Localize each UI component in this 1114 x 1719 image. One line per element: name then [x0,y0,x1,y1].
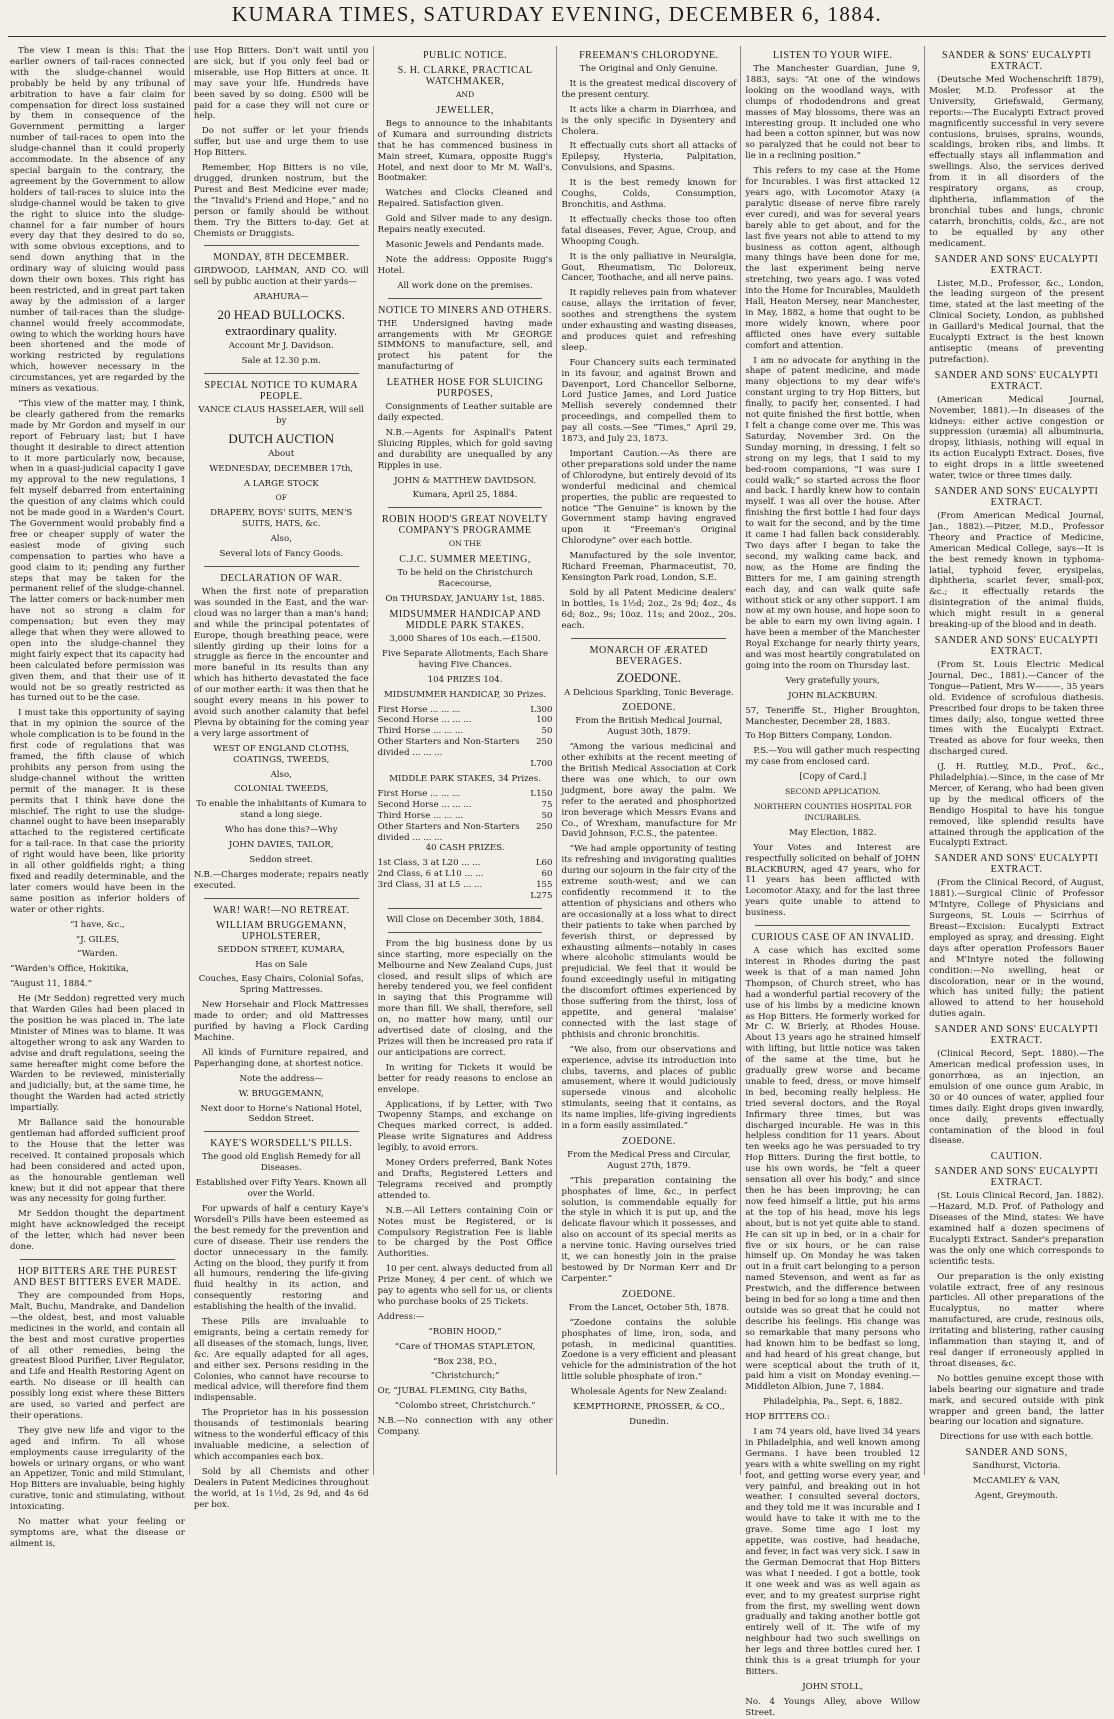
prize-label: Third Horse ... ... ... [377,726,464,737]
ad-line: Sale at 12.30 p.m. [241,356,321,367]
ad-paragraph: The Proprietor has in his possession thousands of testimonials bearing witness to the wonderful efficacy of this invaluable medicine, a selection of which accompanies each box. [193,1408,369,1462]
separator [388,298,543,299]
ad-line: Philadelphia, Pa., Sept. 6, 1882. [763,1397,903,1408]
ad-line: Note the address— [239,1073,323,1084]
ad-line: DRAPERY, BOYS' SUITS, MEN'S SUITS, HATS, &c. [210,508,353,530]
ad-line: MIDSUMMER HANDICAP, 30 Prizes. [384,689,547,700]
ad-line: From the Medical Press and Circular, August 27th, 1879. [567,1149,731,1171]
prize-row [378,705,553,716]
ad-paragraph: Do not suffer or let your friends suffer, but use and urge them to use Hop Bitters. [193,126,369,159]
curious-heading: CURIOUS CASE OF AN INVALID. [751,932,914,944]
ad-line: “Colombo street, Christchurch.” [394,1401,536,1412]
ad-line: Account Mr J. Davidson. [228,341,334,352]
ad-line: JOHN DAVIES, TAILOR, [228,840,334,851]
separator [388,908,543,909]
miners-heading: NOTICE TO MINERS AND OTHERS. [378,304,553,316]
ad-line: Agent, Greymouth. [975,1491,1058,1502]
prize-row [378,737,553,759]
ad-paragraph: Masonic Jewels and Pendants made. [385,239,545,250]
ad-line: JOHN & MATTHEW DAVIDSON. [394,475,537,486]
ad-line: No. 4 Youngs Alley, above Willow Street. [745,1696,921,1718]
article-paragraph: I must take this opportunity of saying that in my opinion the source of the whole complication is to be found in the first code of regulations that was framed, the fifth clause of which prohibits any person from using the sludge-channel without the written permit of the manager. It is these permits that I think have done the mischief. The right to use the sludge-channel ought to have been inseparably attached to the registered certificate for a tail-race. In that case the priority of right would have been, like priority in all other goldfields right; a thing fixed and readily determinable, and the later comers would have been in the same position as inferior holders of water or other rights. [10,708,185,915]
signature-line: “I have, &c., [70,919,125,930]
ad-line: JOHN STOLL, [802,1681,864,1692]
ad-paragraph: They give new life and vigor to the aged and infirm. To all whose employments cause irregularity of the bowels or urinary organs, or who want an Appetizer, Tonic and mild Stimulant, Hop Bitters are invaluable, being highly curative, tonic and stimulating, without intoxicating. [10,1425,185,1513]
ad-paragraph: (From St. Louis Electric Medical Journal, Dec., 1881).—Cancer of the Tongue—Patient, Mrs W———, 35 years old. Evidence of scrofulous diathesis. Prescribed four drops to be taken three times daily; also, tongue wetted three times with the Eucalypti Extract. Treated as above for four weeks, then discharged cured. [929,659,1104,758]
prize-value: L300 [530,704,553,715]
separator [388,507,543,508]
ad-paragraph: N.B.—All Letters containing Coin or Notes must be Registered, or is Compulsory Registration Fee is liable to be charged by the Post Office Authorities. [377,1205,553,1260]
ad-line: NORTHERN COUNTIES HOSPITAL FOR INCURABLES. [753,802,912,822]
ad-line: May Election, 1882. [789,827,877,838]
auction-date: MONDAY, 8TH DECEMBER. [213,252,350,264]
article-paragraph: The view I mean is this: That the earlier owners of tail-races connected with the sludge-channel would probably be held by any tribunal of arbitration to have a fair claim for compensation for direct loss sustained by them in consequence of the Government permitting a larger number of tail-races to open into the sludge-channel than it could properly accommodate. In the absence of any special bargain to the contrary, the agreement by the Government to allow holders of tail-races to sluice into the sludge-channel would be taken to give the right to sluice into the sludge-channel for a fair number of hours every day that they desired to do so, with some obvious exceptions, and to send down anything that in the ordinary way of sluicing would pass down their own boxes. This right has been restricted, and in great part taken away by the admission of a larger number of tail-races than the sludge-channel would freely accommodate, owing to which the working hours have been shortened and the mode of working restricted by regulations which, however necessary in the circumstances, yet are regarded by the miners as vexatious. [10,46,185,395]
prize-label: Other Starters and Non-Starters divided ... ... ... [377,821,520,843]
signature-line: “August 11, 1884.” [10,979,93,990]
ad-line: “Care of THOMAS STAPLETON, [394,1341,536,1352]
ad-line: 40 CASH PRIZES. [425,843,505,854]
prize-value: 155 [536,880,553,891]
prize-label: 2nd Class, 6 at L10 ... ... [377,869,484,880]
ad-line: Address:— [377,1311,425,1322]
listen-heading: LISTEN TO YOUR WIFE. [772,50,893,61]
ad-line: AND [455,90,475,99]
prize-row [378,789,553,800]
ad-paragraph: (From the Clinical Record, of August, 1881).—Surgical Clinic of Professor M'Intyre, College of Physicians and Surgeons, St. Louis — Scirrhus of Breast—Excision: Eucalypti Extract employed as spray, and dressing. Eight days after operation Professors Bauer and M'Intyre noted the following condition:—No swelling, heat or discoloration, near or in the wound, which has united fully; the patient allowed to attend to her household duties again. [929,878,1104,1020]
separator [204,373,359,374]
prize-value: 75 [541,799,553,810]
eucalypti-heading: SANDER AND SONS' EUCALYPTI EXTRACT. [934,369,1099,392]
ad-paragraph: It rapidly relieves pain from whatever cause, allays the irritation of fever, soothes and strengthens the system under exhausting and wasting diseases, and produces quiet and refreshing sleep. [561,288,737,353]
ad-paragraph: It is the greatest medical discovery of the present century. [561,78,737,100]
ad-paragraph: Sold by all Chemists and other Dealers in Patent Medicines throughout the world, at 1s 1½d, 2s 9d, and 4s 6d per box. [193,1466,369,1510]
article-paragraph: He (Mr Seddon) regretted very much that Warden Giles had been placed in the position he was placed in. The late Minister of Mines was to blame. It was altogether wrong to ask any Warden to advise and draft regulations, seeing the same hereafter might come before the Warden to be reviewed, ministerially and judicially; but, at the same time, he thought the Warden had acted strictly impartially. [10,994,185,1114]
ad-line: To be held on the Christchurch Racecourse, [397,568,533,590]
prize-row [378,726,553,737]
ad-paragraph: (Deutsche Med Wochenschrift 1879), Mosler, M.D. Professor at the University, Griefswald, Germany, reports:—The Eucalypti Extract proved magnificently successful in very severe contusions, bruises, sprains, wounds, scaldings, broken ribs, and limbs. It effectually stays all inflammation and swellings. Also, the services derived from it in all disorders of the respiratory organs, as croup, diphtheria, inflammation of the bronchial tubes and lungs, chronic catarrh, bronchitis, colds, &c., are not to be equalled by any other medicament. [929,75,1104,249]
ad-paragraph: New Horsehair and Flock Mattresses made to order; and old Mattresses purified by having a Flock Carding Machine. [193,1000,369,1043]
ad-paragraph: No bottles genuine except those with labels bearing our signature and trade mark, and secured outside with pink wrapper and green band, the latter bearing our location and signature. [929,1373,1104,1428]
prize-label: Second Horse ... ... ... [377,799,472,810]
ad-paragraph: The Manchester Guardian, June 9, 1883, says: “At one of the windows looking on the woodland ways, with clumps of rhododendrons and great masses of May blossoms, there was an interesting group. It included one who had been a cotton spinner, but was now so paralyzed that he could not bear to lie in a reclining position.” [745,64,921,162]
ad-paragraph: “We also, from our observations and experience, advise its introduction into clubs, taverns, and places of public amusement, where it would judiciously supersede vinous and alcoholic stimulants, seeing that it contains, as its name implies, life-giving ingredients in a form easily assimilated.” [561,1044,737,1132]
ad-line: Wholesale Agents for New Zealand: [570,1387,728,1398]
prize-value: 50 [541,810,553,821]
ad-line: McCAMLEY & VAN, [972,1476,1061,1487]
zoedone-heading: ZOEDONE. [622,1288,676,1300]
ad-line: COLONIAL TWEEDS, [234,784,329,795]
ad-line: Seddon street. [249,854,314,865]
ad-paragraph: It is the only palliative in Neuralgia, Gout, Rheumatism, Tic Doloreux, Cancer, Toothache, and all nerve pains. [561,251,737,284]
monarch-heading: MONARCH OF ÆRATED BEVERAGES. [589,644,709,667]
ad-line: SEDDON STREET, KUMARA, [217,944,346,955]
ad-paragraph: (American Medical Journal, November, 1881).—In diseases of the kidneys: either active congestion or suppression (uræmia) all albuminuria, dropsy, lithiasis, nothing will equal in its action Eucalypti Extract. Doses, five to eight drops in a little sweetened water, twice or three times daily. [929,394,1104,482]
ad-line: “ROBIN HOOD,” [428,1326,502,1337]
ad-line: Next door to Horne's National Hotel, Seddon Street. [200,1103,362,1125]
separator [204,566,359,567]
ad-paragraph: Money Orders preferred, Bank Notes and Drafts, Registered Letters and Telegrams received and promptly attended to. [377,1158,553,1201]
ad-paragraph: When the first note of preparation was sounded in the East, and the war-cloud was no larger than a man's hand; and while the principal potentates of Europe, though breathing peace, were silently girding up their loins for a struggle as fierce in the encounter and more baneful in its results than any which has hitherto devastated the face of our mother earth: it was then that he sought every means in his power to avoid such another calamity that befel Plevna by obtaining for the coming year a very large assortment of [193,587,369,739]
ad-line: Couches, Easy Chairs, Colonial Sofas, Spring Mattresses. [198,974,364,996]
ad-line: To enable the inhabitants of Kumara to stand a long siege. [196,799,367,821]
ad-line: HOP BITTERS CO.: [745,1412,830,1423]
eucalypti-heading: SANDER & SONS' EUCALYPTI EXTRACT. [941,50,1092,72]
ad-paragraph: (From American Medical Journal, Jan., 1882).—Pitzer, M.D., Professor Theory and Practice of Medicine, American Medical College, says—It is the best remedy known in typhoma-latial, typhoid fever, erysipelas, diphtheria, scarlet fever, small-pox, &c.; it effectually retards the disintegration of the animal fluids, which might result in a general breaking-up of the blood and in death. [929,511,1104,631]
prize-total: L275 [530,891,553,902]
eucalypti-heading: SANDER AND SONS' EUCALYPTI EXTRACT. [934,253,1099,276]
ad-line: To Hop Bitters Company, London. [745,731,893,742]
ad-line: N.B.—No connection with any other Company. [377,1416,553,1438]
prize-value: L150 [530,788,553,799]
ad-line: Sandhurst, Victoria. [972,1461,1061,1472]
ad-paragraph: “Among the various medicinal and other exhibits at the recent meeting of the British Medical Association at Cork there was one which, to our own judgment, bore away the palm. We refer to the aerated and phosphorized iron beverage which Messrs Evans and Co., of Wrexham, manufacture for Mr David Johnson, F.C.S., the patentee. [561,742,737,840]
column-6 [924,46,1108,1502]
prize-label: Third Horse ... ... ... [377,810,464,821]
prize-row [378,800,553,811]
special-notice-heading: SPECIAL NOTICE TO KUMARA PEOPLE. [204,379,359,402]
bullocks-line: 20 HEAD BULLOCKS. extraordinary quality. [217,307,345,339]
prize-value: 60 [541,869,553,880]
separator [388,932,543,933]
cjc-heading: C.J.C. SUMMER MEETING, [399,554,531,566]
ad-paragraph: GIRDWOOD, LAHMAN, AND CO. will sell by public auction at their yards— [193,266,369,288]
ad-line: [Copy of Card.] [799,772,867,783]
prize-label: Other Starters and Non-Starters divided ... ... ... [377,737,520,759]
ad-line: From the Lancet, October 5th, 1878. [568,1302,730,1313]
eucalypti-heading: SANDER AND SONS' EUCALYPTI EXTRACT. [934,634,1099,657]
ad-line: Several lots of Fancy Goods. [219,549,343,560]
separator [755,925,910,926]
jeweller-heading: JEWELLER, [436,104,494,116]
prize-row [378,811,553,822]
ad-line: Very gratefully yours, [785,675,880,686]
column-1 [6,46,189,1549]
ad-paragraph: Applications, if by Letter, with Two Twopenny Stamps, and exchange on Cheques marked correct, is added. Please write Signatures and Address legibly, to avoid errors. [377,1099,553,1154]
article-paragraph: Mr Ballance said the honourable gentleman had afforded sufficient proof to the House that the letter was received. It contained proposals which had been considered and acted upon, as the honourable gentleman well knew; but it did not appear that there was any necessity for going further. [10,1118,185,1205]
ad-paragraph: Our preparation is the only existing volatile extract, free of any resinous particles. All other preparations of the Eucalyptus, no matter where manufactured, are crude, resinous oils, irritating and blistering, rather causing inflammation than staying it, and of real danger if erroneously applied in throat diseases, &c. [929,1271,1104,1369]
ad-paragraph: I am no advocate for anything in the shape of patent medicine, and made many objections to my dear wife's constant urging to try Hop Bitters, but finally, to pacify her, consented. I had not quite finished the first bottle, when I felt a change come over me. This was Saturday, November 3rd. On the Sunday morning, in dressing, I felt so strong on my legs, that I said to my bed-room companions, “I was sure I could walk;” so started across the floor and back. I hardly knew how to contain myself. I was all over the house. After finishing the first bottle I had four days to wait for the second, and by the time it came I had fallen back considerably. Two days after I began to take the second, my walking came back, and now, as the Home are finding the Bitters for me, I am gaining strength each day, and can walk quite safe without stick or any other support. I am now at my own house, and hope soon to be able to earn my own living again. I have been a member of the Manchester Royal Exchange for nearly thirty years, and was most heartily congratulated on going into the room on Thursday last. [745,355,921,671]
ad-line: Will Close on December 30th, 1884. [386,914,544,925]
robin-hood-heading: ROBIN HOOD'S GREAT NOVELTY COMPANY'S PROGRAMME [381,514,549,537]
ad-line: “Christchurch;” [430,1371,500,1382]
ad-line: SECOND APPLICATION. [785,787,881,797]
ad-paragraph: N.B.—Agents for Aspinall's Patent Sluicing Ripples, which for gold saving and durability are unequalled by any Ripples in use. [377,427,553,471]
ad-paragraph: From the big business done by us since starting, more especially on the Melbourne and New Zealand Cups, just closed, and result slips of which are hereby tendered you, we feel confident in saying that this Programme will more than fill. We shall, therefore, sell on, no matter how many, until our advertised date of closing, and the Prizes will then be increased pro rata if our anticipations are correct. [377,938,553,1058]
caution-heading: CAUTION. [990,1151,1043,1163]
cash-prize-list [378,858,553,891]
prize-value: 100 [536,715,553,726]
ad-line: Also, [270,769,292,780]
separator [204,245,359,246]
prize-total: L700 [530,759,553,770]
prize-value: L60 [535,858,553,869]
ad-paragraph: Watches and Clocks Cleaned and Repaired. Satisfaction given. [377,188,553,210]
ad-line: The Original and Only Genuine. [579,64,719,74]
ad-paragraph: Sold by all Patent Medicine dealers' in bottles, 1s 1½d; 2oz., 2s 9d; 4oz., 4s 6d; 8oz., 9s; 10oz. 11s; and 20oz., 20s. each. [561,587,737,631]
signature-line: “Warden's Office, Hokitika, [10,964,129,975]
prize-label: First Horse ... ... ... [377,788,461,799]
public-notice-heading: PUBLIC NOTICE. [422,50,508,61]
leather-hose-heading: LEATHER HOSE FOR SLUICING PURPOSES, [386,377,544,400]
zoedone-heading: ZOEDONE. [622,1135,676,1147]
ad-paragraph: Begs to announce to the inhabitants of Kumara and surrounding districts that he has commenced business in Main street, Kumara, opposite Rugg's Hotel, and next door to Mr M. Wall's, Bootmaker. [377,118,553,184]
ad-line: Has on Sale [255,959,308,970]
ad-line: JOHN BLACKBURN. [788,690,878,701]
ad-paragraph: “We had ample opportunity of testing its refreshing and invigorating qualities during our sojourn in the fair city of the extreme south-west; and we can confidently recommend it to the attention of physicians and others who are occasionally at a loss what to direct their patients to take when parched by feverish thirst, or depressed by exhausting ailments—notably in cases where alcoholic stimulants would be prejudicial. We feel that it would be found exceedingly useful in mitigating the discomfort oftimes experienced by those suffering from the thirst, loss of appetite, and general ‘malaise’ connected with the last stage of phthisis and chronic bronchitis. [561,844,737,1040]
ad-line: N.B.—Charges moderate; repairs neatly executed. [193,869,369,891]
prize-label: First Horse ... ... ... [377,704,461,715]
ad-paragraph: THE Undersigned having made arrangements with Mr GEORGE SIMMONS to manufacture, sell, and protect his patent for the manufacturing of [377,318,553,373]
ad-line: A Delicious Sparkling, Tonic Beverage. [564,687,734,698]
ad-paragraph: Important Caution.—As there are other preparations sold under the name of Chlorodyne, but entirely devoid of its wonderful medicinal and chemical properties, the public are requested to notice “The Genuine” is known by the Government stamp having engraved upon it “Freeman's Original Chlorodyne” over each bottle. [561,449,737,547]
war-heading: WAR! WAR!—NO RETREAT. [212,904,350,916]
sanders-heading: SANDER AND SONS, [965,1447,1068,1459]
ad-paragraph: Note the address: Opposite Rugg's Hotel. [377,254,553,276]
separator [204,1131,359,1132]
prize-value: 250 [536,821,553,832]
signature-line: “J. GILES, [75,934,120,945]
ad-line: Who has done this?—Why [224,825,338,836]
bruggemann-heading: WILLIAM BRUGGEMANN, UPHOLSTERER, [215,919,347,942]
ad-paragraph: It effectually checks those too often fatal diseases, Fever, Ague, Croup, and Whooping Cough. [561,214,737,247]
prize-value: 250 [536,737,553,748]
prize-row [378,869,553,880]
ad-paragraph: “Zoedone contains the soluble phosphates of lime, iron, soda, and potash, in medicinal quantities. Zoedone is a very efficient and pleasant vehicle for the administration of the hot little soluble phosphate of iron.” [561,1317,737,1383]
ad-paragraph: “This preparation containing the phosphates of lime, &c., in perfect solution, is commendable equally for the style in which it is put up, and the delicate flavour which it possesses, and also on account of its special merits as a nervine tonic. Having ourselves tried it, we can honestly join in the praise bestowed by Dr Norman Kerr and Dr Carpenter.” [561,1175,737,1284]
ad-line: Dunedin. [629,1416,669,1427]
ad-paragraph: (Clinical Record, Sept. 1880).—The American medical profession uses, in gonorrhœa, as an injection, an emulsion of one ounce gum Arabic, in 30 or 40 ounces of water, applied four times daily. Eight drops given inwardly, once daily, prevents effectually contamination of the blood in foul disease. [929,1049,1104,1147]
ad-paragraph: Remember, Hop Bitters is no vile, drugged, drunken nostrum, but the Purest and Best Medicine ever made; the “Invalid's Friend and Hope,” and no person or family should be without them. Try the Bitters to-day. Get at Chemists or Druggists. [193,163,369,239]
ad-paragraph: I am 74 years old, have lived 34 years in Philadelphia, and well known among Germans. I have been troubled 12 years with a white swelling on my right foot, and getting worse every year, and very painful, and breaking out in hot weather. I consulted several doctors, and they told me it was incurable and I would have to take it with me to the grave. Some time ago I lost my appetite, was costive, had headache, and fever, in fact was very sick. I saw in the German Democrat that Hop Bitters was what I needed. I got a bottle, took it one week and was as well again as ever, and to my greatest surprise right from the first, my swelling went down gradually and taking another bottle got entirely well of it. The wife of my neighbour had two such swellings on her legs and three bottles cured her. I think this is a great triumph for your Bitters. [745,1427,921,1677]
ad-paragraph: All kinds of Furniture repaired, and Paperhanging done, at shortest notice. [193,1047,369,1069]
prize-row [378,880,553,891]
ad-paragraph: It effectually cuts short all attacks of Epilepsy, Hysteria, Palpitation, Convulsions, and Spasms. [561,141,737,174]
article-paragraph: “This view of the matter may, I think, be clearly gathered from the remarks made by Mr Gordon and myself in our report of February last; but I have thought it desirable to direct attention to it more particularly now, because, when in a quasi-judicial capacity I gave my approval to the new regulations, I felt myself debarred from entertaining the question of any claims which could not be made good in a Warden's Court. The Government would probably find a free or cheaper supply of water the easiest mode of giving such compensation to parties who have a good claim to it; pending any further steps that may be taken for the permanent relief of the sludge-channel. The latter comers or back-number men have not so strong a claim for compensation; but even they may allege that when they were allowed to open into the sludge-channel they might fairly expect that its capacity had been calculated before permission was given them, and that their use of it would not be so greatly restricted as has turned out to be the case. [10,399,185,704]
ad-paragraph: (St. Louis Clinical Record, Jan. 1882).—Hazard, M.D. Prof. of Pathology and Diseases of the Mind, states: We have examined half a dozen specimens of Eucalypti Extract. Sander's preparation was the only one which corresponds to scientific tests. [929,1191,1104,1267]
prize-value: 50 [541,726,553,737]
eucalypti-heading: SANDER AND SONS' EUCALYPTI EXTRACT. [934,486,1099,508]
ad-paragraph: Your Votes and Interest are respectfully solicited on behalf of JOHN BLACKBURN, aged 47 years, who for 11 years has been afflicted with Locomotor Ataxy, and for the last three years quite unable to attend to business. [745,842,921,919]
prize-label: 1st Class, 3 at L20 ... ... [377,858,481,869]
ad-line: All work done on the premises. [397,280,533,291]
prize-label: Second Horse ... ... ... [377,715,472,726]
dutch-auction: DUTCH AUCTION [228,430,335,446]
column-4 [556,46,740,1475]
ad-line: From the British Medical Journal, August 30th, 1879. [575,716,723,738]
ad-line: 3,000 Shares of 10s each.—£1500. [389,634,541,644]
column-5 [740,46,924,1718]
eucalypti-heading: SANDER AND SONS' EUCALYPTI EXTRACT. [934,1024,1099,1047]
hop-bitters-heading: HOP BITTERS ARE THE PUREST AND BEST BITTERS EVER MADE. [13,1265,182,1288]
eucalypti-heading: SANDER AND SONS' EUCALYPTI EXTRACT. [934,853,1099,876]
columns [6,46,1108,1718]
zoedone-heading: ZOEDONE. [622,702,676,714]
ad-line: Directions for use with each bottle. [939,1432,1094,1443]
ad-line: A LARGE STOCK [243,478,319,489]
ad-line: VANCE CLAUS HASSELAER, Will sell by [198,404,365,426]
ad-line: About [268,448,295,459]
ad-paragraph: use Hop Bitters. Don't wait until you are sick, but if you only feel bad or miserable, use Hop Bitters at once. It may save your life. Hundreds have been saved by so doing. £500 will be paid for a case they will not cure or help. [193,46,369,122]
ad-line: ON THE [448,539,482,549]
ad-line: Five Separate Allotments, Each Share having Five Chances. [382,648,549,670]
midsummer-prize-list [378,705,553,760]
zoedone-title: ZOEDONE. [616,669,682,685]
ad-paragraph: For upwards of half a century Kaye's Worsdell's Pills have been esteemed as the best remedy for the prevention and cure of disease. Their use renders the doctor unnecessary in the family. Acting on the blood, they purify it from all humours, rendering the life-giving fluid healthy in its action, and consequently restoring and establishing the health of the invalid. [193,1203,369,1313]
kayes-heading: KAYE'S WORSDELL'S PILLS. [210,1138,353,1150]
eucalypti-heading: SANDER AND SONS' EUCALYPTI EXTRACT. [934,1166,1099,1189]
article-paragraph: Mr Seddon thought the department might have acknowledged the receipt of the letter, which had never been done. [10,1209,185,1253]
ad-line: Kumara, April 25, 1884. [412,490,518,501]
separator [20,1259,175,1260]
ad-paragraph: P.S.—You will gather much respecting my case from enclosed card. [745,746,921,768]
ad-line: MIDDLE PARK STAKES, 34 Prizes. [389,773,541,784]
signature-line: “Warden. [77,949,118,960]
ad-paragraph: This refers to my case at the Home for Incurables. I was first attacked 12 years ago, with Locomotor Ataxy (a paralytic disease of nerve fibre rarely ever cured), and was for several years barely able to get about, and for the last five years not able to attend to my business as cotton agent, although many things have been done for me, the last experiment being nerve stretching, two years ago. I was voted into the Home for Incurables, Mauldeth Hall, Heaton Mersey, near Manchester, in May, 1882, a home that ought to be more widely known, where poor afflicted ones have every suitable comfort and attention. [745,166,921,351]
ad-line: “Box 238, P.O., [433,1356,498,1367]
ad-line: OF [275,493,287,503]
ad-paragraph: These Pills are invaluable to emigrants, being a certain remedy for all diseases of the stomach, lungs, liver, &c. Are equally adapted for all ages, and either sex. Persons residing in the Colonies, who cannot have recourse to medical advice, will therefore find them indispensable. [193,1317,369,1404]
separator [571,638,726,639]
ad-paragraph: It acts like a charm in Diarrhœa, and is the only specific in Dysentery and Cholera. [561,104,737,137]
ad-line: ARAHURA— [253,292,309,303]
ad-paragraph: 10 per cent. always deducted from all Prize Money, 4 per cent. of which we pay to agents who sell for us, or clients who purchase books of 25 Tickets. [377,1264,553,1307]
prize-label: 3rd Class, 31 at L5 ... ... [377,880,483,891]
chlorodyne-heading: FREEMAN'S CHLORODYNE. [579,50,719,61]
column-3 [373,46,557,1475]
ad-line: 104 PRIZES 104. [427,674,503,685]
masthead: KUMARA TIMES, SATURDAY EVENING, DECEMBER 6, 1884. [231,2,883,26]
ad-paragraph: Manufactured by the sole inventor, Richard Freeman, Pharmaceutist, 70, Kensington Park road, London, S.E. [561,551,737,583]
ad-line: Established over Fifty Years. Known all over the World. [195,1178,367,1200]
clarke-heading: S. H. CLARKE, PRACTICAL WATCHMAKER, [397,65,533,87]
column-2 [189,46,373,1510]
prize-row [378,715,553,726]
prize-row [378,858,553,869]
ad-line: 57, Teneriffe St., Higher Broughton, Manchester, December 28, 1883. [745,705,921,727]
declaration-heading: DECLARATION OF WAR. [220,573,343,584]
ad-paragraph: Gold and Silver made to any design. Repairs neatly executed. [377,214,553,236]
masthead-rule [8,36,1106,37]
middle-park-prize-list [378,789,553,844]
ad-line: The good old English Remedy for all Diseases. [201,1152,361,1174]
ad-paragraph: No matter what your feeling or symptoms are, what the disease or ailment is, [10,1517,185,1549]
prize-row [378,822,553,844]
ad-paragraph: (J. H. Ruttley, M.D., Prof., &c., Philadelphia).—Since, in the case of Mr Mercer, of Kerang, who had been given up by the medical officers of the Bendigo Hospital to have his tongue removed, like splendid results have attained through the application of the Eucalypti Extract. [929,762,1104,849]
ad-line: Also, [270,534,292,545]
ad-line: WEST OF ENGLAND CLOTHS, COATINGS, TWEEDS, [213,743,350,765]
ad-paragraph: Lister, M.D., Professor, &c., London, the leading surgeon of the present time, stated at the last meeting of the Clinical Society, London, as published in Gaillard's Medical Journal, that the Eucalypti Extract is the best known antiseptic (means of preventing putrefaction). [929,278,1104,365]
separator [204,898,359,899]
ad-line: WEDNESDAY, DECEMBER 17th, [209,463,354,474]
ad-line: W. BRUGGEMANN, [238,1088,324,1099]
ad-paragraph: Four Chancery suits each terminated in its favour, and against Brown and Davenport, Lord Chancellor Selborne, Lord Justice James, and Lord Justice Mellish severely condemned their proceedings, and compelled them to pay all costs.—See “Times,” April 29, 1873, and July 23, 1873. [561,357,737,445]
ad-paragraph: It is the best remedy known for Coughs, Colds, Consumption, Bronchitis, and Asthma. [561,178,737,210]
ad-line: Or, “JUBAL FLEMING, City Baths, [377,1386,528,1397]
ad-line: On THURSDAY, JANUARY 1st, 1885. [385,594,545,605]
ad-paragraph: They are compounded from Hops, Malt, Buchu, Mandrake, and Dandelion—the oldest, best, and most valuable medicines in the world, and contain all the best and most curative properties of all other remedies, being the greatest Blood Purifier, Liver Regulator, and Life and Health Restoring Agent on earth. No disease or ill health can possibly long exist where these Bitters are used, so varied and perfect are their operations. [10,1290,185,1421]
ad-paragraph: A case which has excited some interest in Rhodes during the past week is that of a man named John Thompson, of Church street, who has had a wonderful partial recovery of the use of his limbs by a medicine known as Hop Bitters. He formerly worked for Mr C. W. Brierly, at Rhodes House. About 13 years ago he strained himself with lifting, but little notice was taken of the same at the time, but he gradually grew worse and became unable to feed, dress, or move himself in bed, becoming really helpless. He tried several doctors, and the Royal Infirmary three times, but was discharged incurable. He was in this helpless condition for 11 years. About ten weeks ago he was persuaded to try Hop Bitters. During the first bottle, to use his own words, he “felt a queer sensation all over his body,” and since then he has been improving; he can now feed himself a little, put his arms at the top of his head, move his legs about, but is not yet quite able to stand. He can sit up in bed, or in a chair for five or six hours, or he can raise himself up. On Monday he was taken out in a fruit cart belonging to a person named Stevenson, and went as far as Prestwich, and the difference between being in bed for so long a time and then outside was so great that he could not describe his feelings. His change was so remarkable that many persons who had known him to be bedfast so long, and had heard of his great change, but were sceptical about the truth of it, paid him a visit on Monday evening.—Middleton Albion, June 7, 1884. [745,946,921,1393]
ad-paragraph: In writing for Tickets it would be better for ready reasons to enclose an envelope. [377,1062,553,1095]
ad-line: KEMPTHORNE, PROSSER, & CO., [573,1402,725,1413]
midsummer-heading: MIDSUMMER HANDICAP AND MIDDLE PARK STAKES. [389,609,541,631]
ad-paragraph: Consignments of Leather suitable are daily expected. [377,402,553,424]
